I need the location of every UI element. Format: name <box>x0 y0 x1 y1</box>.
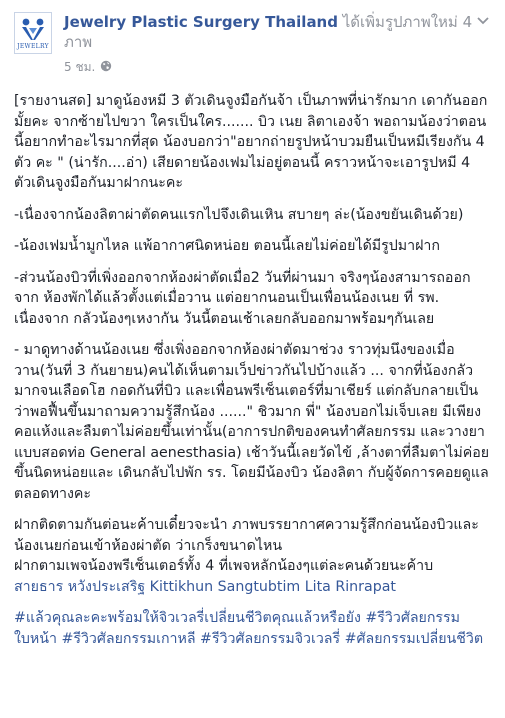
jewelry-logo-icon <box>18 16 48 42</box>
post-header <box>14 10 491 77</box>
post-meta <box>64 58 491 77</box>
mentions-links[interactable]: สายธาร หวังประเสริฐ Kittikhun Sangtubtim Lita Rinrapat <box>14 578 396 595</box>
post-paragraph: -น้องเฟมน้ำมูกไหล แพ้อากาศนิดหน่อย ตอนนี้เลยไม่ค่อยได้มีรูปมาฝาก <box>14 238 440 254</box>
post-paragraph: - มาดูทางด้านน้องเนย ซึ่งเพิ่งออกจากห้องผ่าตัดมาช่วง ราวทุ่มนึงของเมื่อวาน(วันที่ 3 กันยายน)คนได้เห็นตามเว็ปข่าวกันไปบ้างแล้ว ... จากที่น้องกลัวมากจนเลือดโฮ กอดกันที่บิว และเพื่อนพรีเซ็นเตอร์ที่มาเชียร์ แต่กลับกลายเป็นว่าพอฟื้นขึ้นมาถามความรู้สึกน้อง ......" ชิวมาก พี่" น้องบอกไม่เจ็บเลย มีเพียงคอแห้งและลืมตาไม่ค่อยขึ้นเท่านั้น(อาการปกติของคนทำศัลยกรรม และวางยาแบบสอดท่อ General aenesthasia) เช้าวันนี้เลยวัดไข้ ,ล้างตาที่ลืมตาไม่ค่อยขึ้นนิดหน่อยและ เดินกลับไปพัก รร. โดยมีน้องบิว น้องลิตา กับผู้จัดการคอยดูแล ตลอดทางคะ <box>14 342 490 502</box>
post-paragraph: ฝากติดตามกันต่อนะค้าบเดี๋ยวจะนำ ภาพบรรยากาศความรู้สึกก่อนน้องบิวและน้องเนยก่อนเข้าห้องผ่าตัด ว่าเกร็งขนาดไหน <box>14 517 479 554</box>
post-paragraph: -ส่วนน้องบิวที่เพิ่งออกจากห้องผ่าตัดเมื่อ2 วันที่ผ่านมา จริงๆน้องสามารถออกจาก ห้องพักได้แล้วตั้งแต่เมื่อวาน แต่อยากนอนเป็นเพื่อนน้องเนย ที่ รพ. เนื่องจาก กลัวน้องๆเหงากัน วันนี้ตอนเช้าเลยกลับออกมาพร้อมๆกันเลย <box>14 269 471 327</box>
page-name-link[interactable]: Jewelry Plastic Surgery Thailand <box>64 13 338 31</box>
chevron-down-icon[interactable] <box>475 12 491 28</box>
post-title-line <box>64 12 491 52</box>
hashtags[interactable]: #แล้วคุณละคะพร้อมให้จิวเวลรี่เปลี่ยนชีวิตคุณแล้วหรือยัง #รีวิวศัลยกรรมใบหน้า #รีวิวศัลยกรรมเกาหลี #รีวิวศัลยกรรมจิวเวลรี่ #ศัลยกรรมเปลี่ยนชีวิต <box>14 610 484 647</box>
post-paragraph: [รายงานสด] มาดูน้องหมี 3 ตัวเดินจูงมือกันจ้า เป็นภาพที่น่ารักมาก เดากันออกมั้ยคะ จากซ้ายไปขวา ใครเป็นใคร....... บิว เนย ลิตาเองจ้า พอถามน้องว่าตอนนี้อยากทำอะไรมากที่สุด น้องบอกว่า"อยากถ่ายรูปหน้าบวมยืนเป็นหมีเรียงกัน 4 ตัว คะ " (น่ารัก....อ่า) เสียดายน้องเฟมไม่อยู่ตอนนี้ คราวหน้าจะเอารูปหมี 4 ตัวเดินจูงมือกันมาฝากนะคะ <box>14 93 488 191</box>
post-action-text: ได้เพิ่มรูปภาพใหม่ 4 ภาพ <box>64 13 473 51</box>
post-last-line <box>14 556 491 597</box>
post-header-text <box>64 10 491 77</box>
follow-text: ฝากตามเพจน้องพรีเซ็นเตอร์ทั้ง 4 ที่เพจหลักน้องๆแต่ละคนด้วยนะค้าบ <box>14 558 434 574</box>
post-timestamp[interactable]: 5 ชม. <box>64 60 96 74</box>
post-body <box>14 91 491 649</box>
logo-text: JEWELRY <box>17 43 49 50</box>
post-paragraph: -เนื่องจากน้องลิตาผ่าตัดคนแรกไปจึงเดินเหิน สบายๆ ล่ะ(น้องขยันเดินด้วย) <box>14 206 464 223</box>
globe-icon[interactable] <box>100 60 112 75</box>
page-avatar[interactable] <box>14 12 52 54</box>
